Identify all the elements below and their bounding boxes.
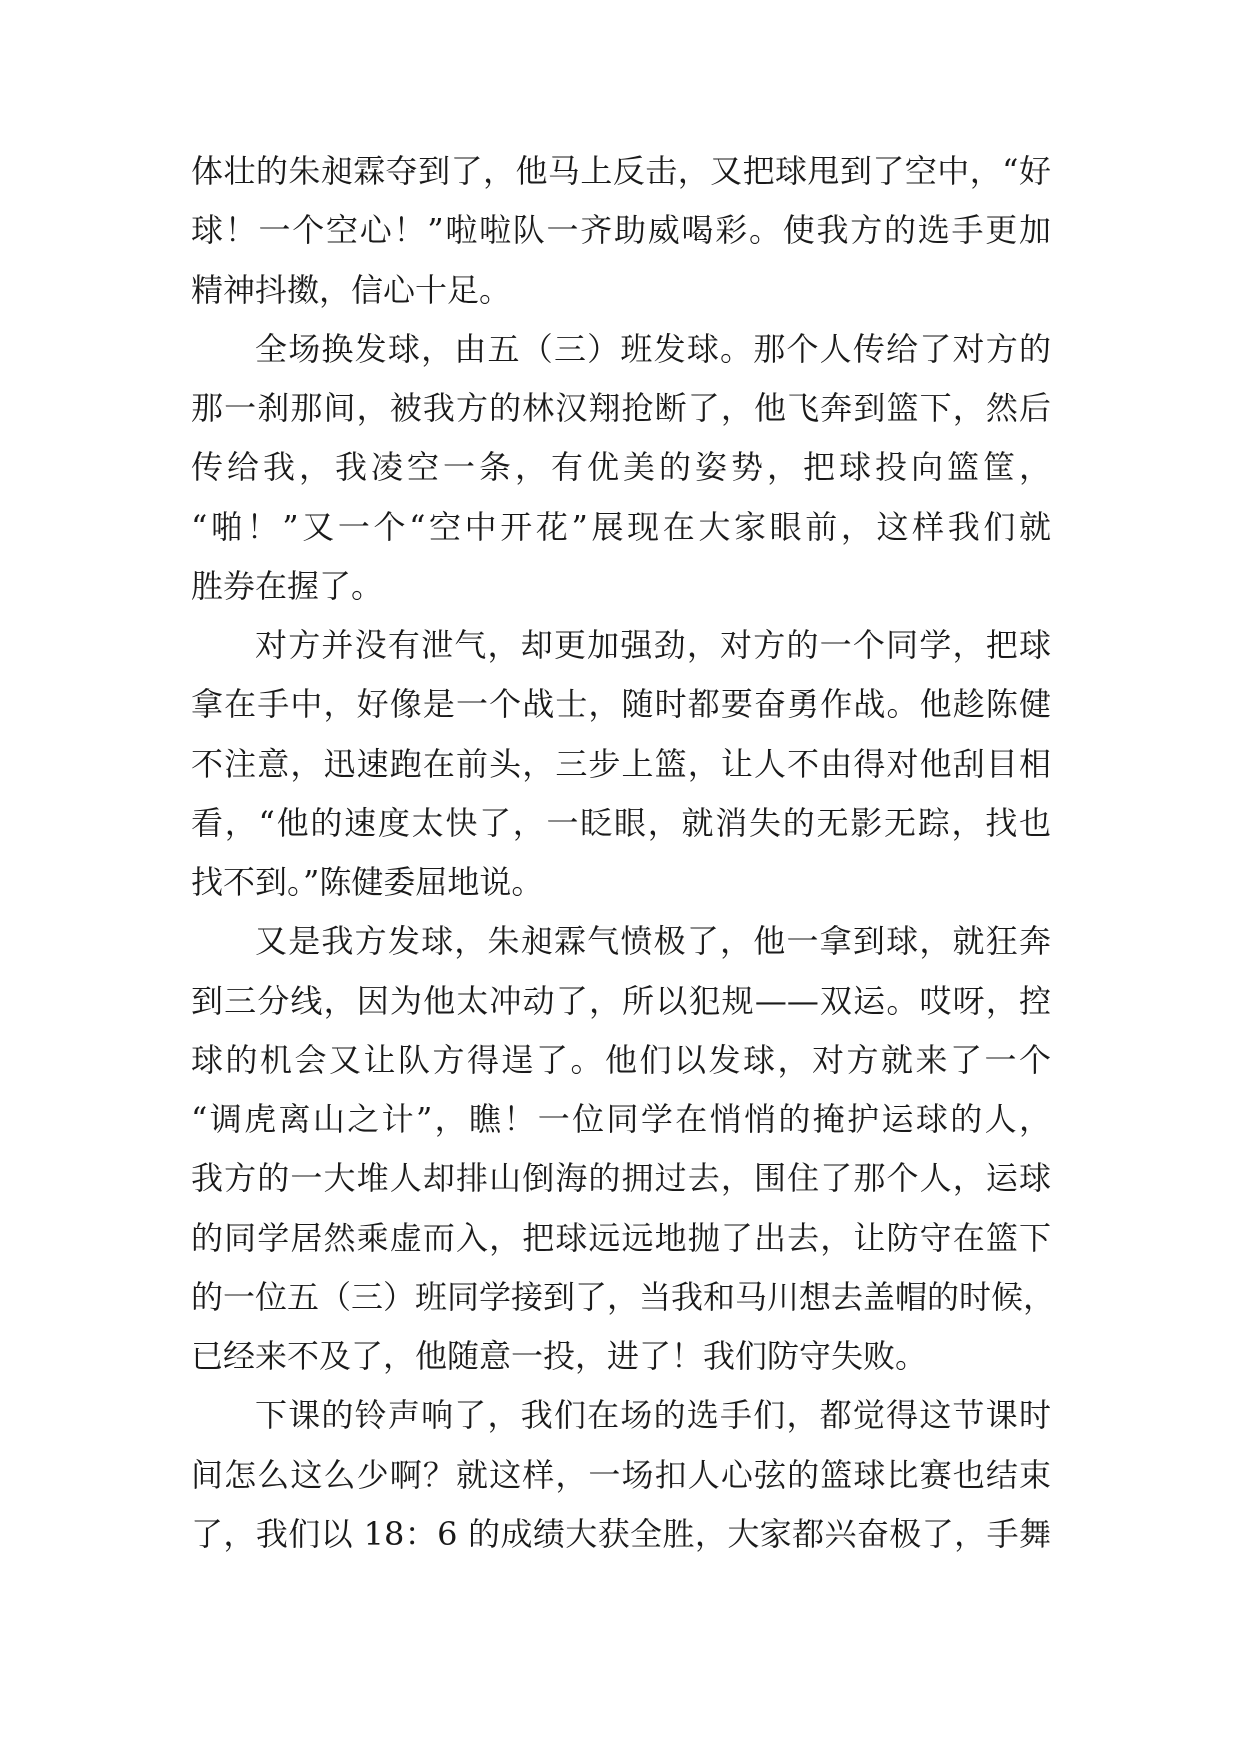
text-line: 的一位五（三）班同学接到了，当我和马川想去盖帽的时候， xyxy=(191,1277,1056,1316)
text-line: 看，“他的速度太快了，一眨眼，就消失的无影无踪，找也 xyxy=(191,803,1051,842)
text-line: 间怎么这么少啊？就这样，一场扣人心弦的篮球比赛也结束 xyxy=(191,1455,1051,1494)
text-line: 已经来不及了，他随意一投，进了！我们防守失败。 xyxy=(191,1337,928,1375)
text-line: 不注意，迅速跑在前头，三步上篮，让人不由得对他刮目相 xyxy=(191,744,1051,783)
text-line: “啪！”又一个“空中开花”展现在大家眼前，这样我们就 xyxy=(191,507,1051,546)
text-line: “调虎离山之计”，瞧！一位同学在悄悄的掩护运球的人， xyxy=(191,1100,1051,1138)
text-line: 拿在手中，好像是一个战士，随时都要奋勇作战。他趁陈健 xyxy=(191,685,1051,724)
paragraph-first-line: 下课的铃声响了，我们在场的选手们，都觉得这节课时 xyxy=(255,1396,1051,1435)
text-line: 了，我们以 18：6 的成绩大获全胜，大家都兴奋极了，手舞 xyxy=(191,1514,1051,1553)
text-line: 的同学居然乘虚而入，把球远远地抛了出去，让防守在篮下 xyxy=(191,1218,1051,1257)
text-line: 体壮的朱昶霖夺到了，他马上反击，又把球甩到了空中，“好 xyxy=(191,152,1051,190)
body-text xyxy=(191,152,1056,1575)
paragraph-first-line: 又是我方发球，朱昶霖气愤极了，他一拿到球，就狂奔 xyxy=(255,922,1051,961)
paragraph-first-line: 对方并没有泄气，却更加强劲，对方的一个同学，把球 xyxy=(255,626,1051,664)
text-line: 传给我，我凌空一条，有优美的姿势，把球投向篮筐， xyxy=(191,448,1051,487)
text-line: 胜券在握了。 xyxy=(191,566,384,605)
text-line: 找不到。”陈健委屈地说。 xyxy=(191,863,544,901)
paragraph-first-line: 全场换发球，由五（三）班发球。那个人传给了对方的 xyxy=(255,329,1051,368)
text-line: 那一刹那间，被我方的林汉翔抢断了，他飞奔到篮下，然后 xyxy=(191,389,1051,427)
text-line: 球！一个空心！”啦啦队一齐助威喝彩。使我方的选手更加 xyxy=(191,211,1051,250)
text-line: 球的机会又让队方得逞了。他们以发球，对方就来了一个 xyxy=(191,1040,1051,1079)
text-line: 我方的一大堆人却排山倒海的拥过去，围住了那个人，运球 xyxy=(191,1159,1051,1198)
text-line: 到三分线，因为他太冲动了，所以犯规——双运。哎呀，控 xyxy=(191,981,1051,1020)
text-line: 精神抖擞，信心十足。 xyxy=(191,270,512,309)
